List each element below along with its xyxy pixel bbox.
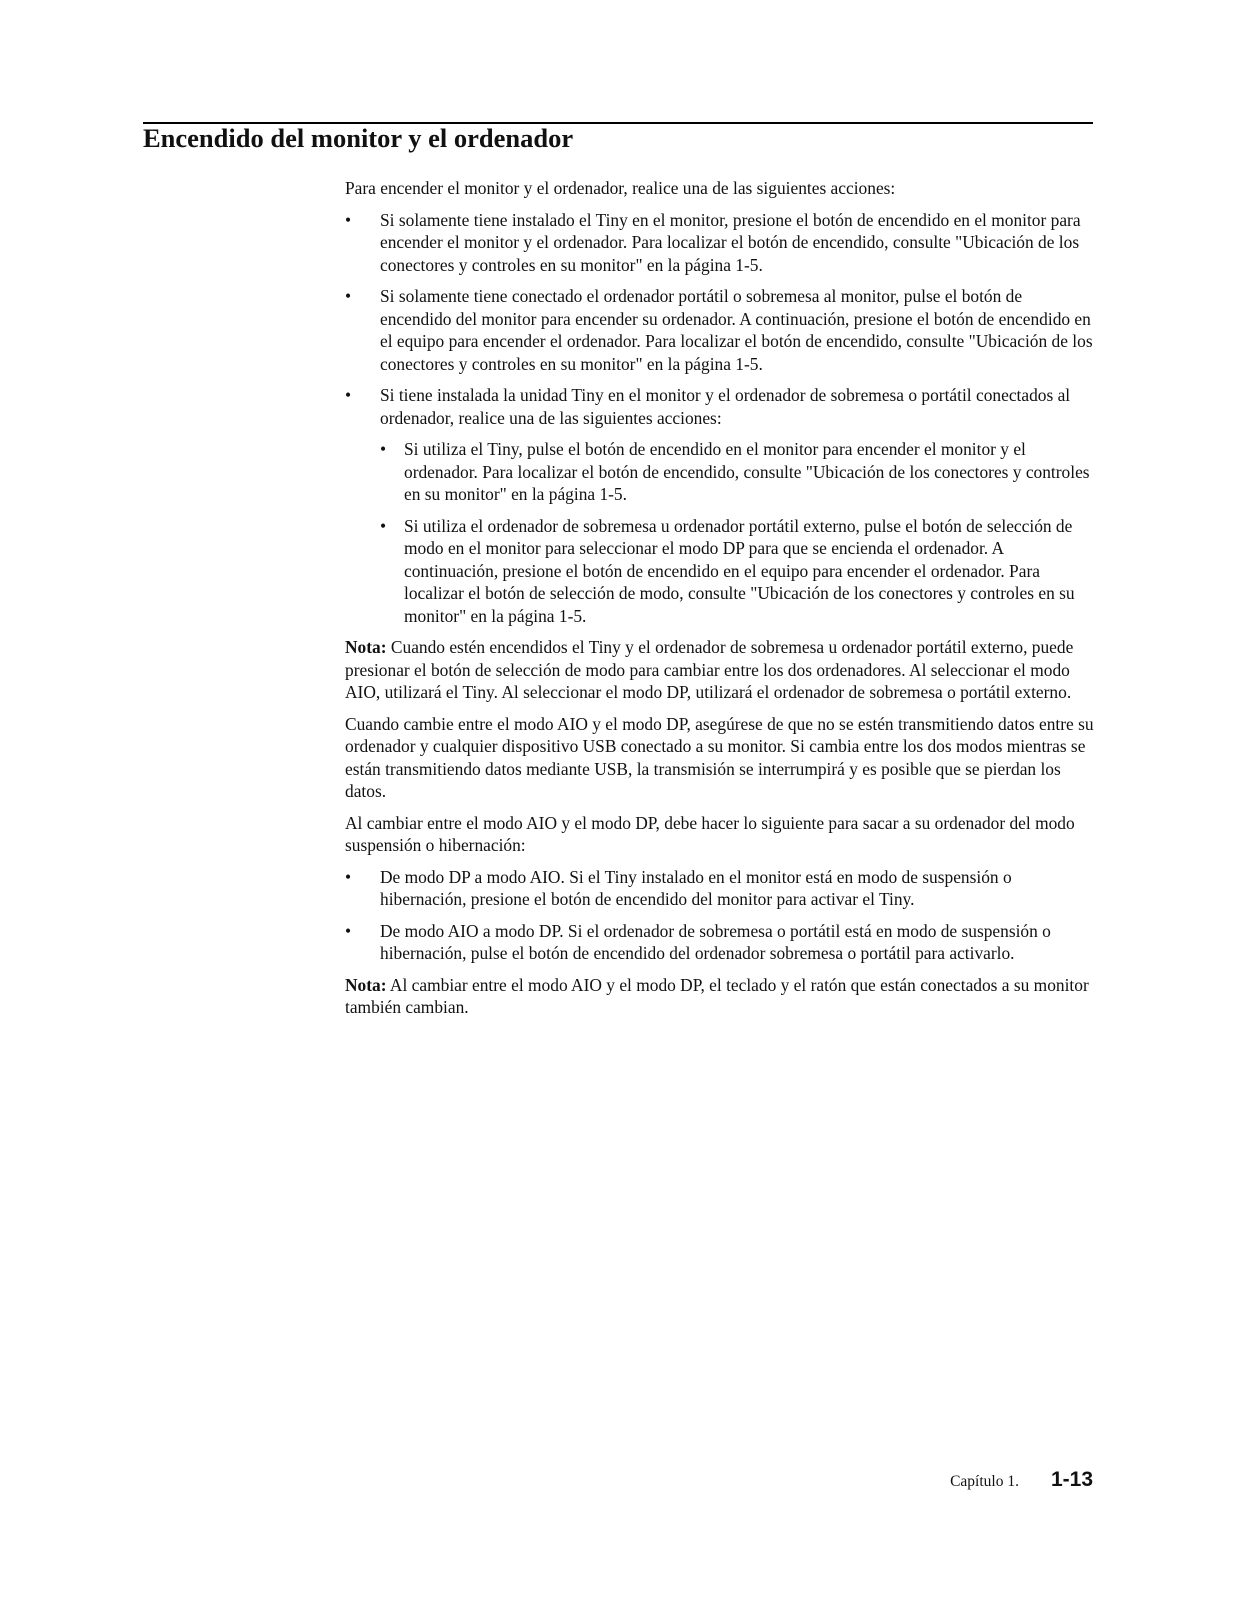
note-paragraph (345, 636, 1095, 704)
bullet-icon: • (345, 286, 352, 306)
intro-paragraph: Para encender el monitor y el ordenador, realice una de las siguientes acciones: (345, 178, 896, 198)
note-text: Cuando estén encendidos el Tiny y el ordenador de sobremesa u ordenador portátil externo, puede presionar el botón de selección de modo para cambiar entre los dos ordenadores. Al seleccionar el modo AIO, utilizará el Tiny. Al seleccionar el modo DP, utilizará el ordenador de sobremesa o portátil externo. (345, 637, 1074, 702)
list-item (345, 384, 1095, 429)
sub-list-item-text: Si utiliza el ordenador de sobremesa u ordenador portátil externo, pulse el botón de selección de modo en el monitor para seleccionar el modo DP para que se encienda el ordenador. A continuación, presione el botón de encendido en el equipo para encender el ordenador. Para localizar el botón de selección de modo, consulte "Ubicación de los conectores y controles en su monitor" en la página 1-5. (404, 515, 1075, 626)
list-item (345, 920, 1095, 965)
bullet-icon: • (380, 515, 387, 536)
footer-chapter: Capítulo 1. (950, 1473, 1019, 1490)
list-item-text: Si solamente tiene conectado el ordenador portátil o sobremesa al monitor, pulse el botón de encendido del monitor para encender su ordenador. A continuación, presione el botón de encendido en el equipo para encender el ordenador. Para localizar el botón de encendido, consulte "Ubicación de los conectores y controles en su monitor" en la página 1-5. (380, 286, 1093, 374)
list-item-text: De modo DP a modo AIO. Si el Tiny instalado en el monitor está en modo de suspensión o hibernación, presione el botón de encendido del monitor para activar el Tiny. (380, 866, 1012, 909)
main-content (345, 177, 1095, 1028)
bullet-icon: • (380, 439, 387, 459)
note-paragraph (345, 974, 1095, 1019)
switch-paragraph: Cuando cambie entre el modo AIO y el modo DP, asegúrese de que no se estén transmitiendo datos entre su ordenador y cualquier dispositivo USB conectado a su monitor. Si cambia entre los dos modos mientras se están transmitiendo datos mediante USB, la transmisión se interrumpirá y es posible que se pierdan los datos. (345, 713, 1094, 801)
note-label: Nota: (345, 974, 387, 995)
list-item-text: Si solamente tiene instalado el Tiny en el monitor, presione el botón de encendido en el monitor para encender el monitor y el ordenador. Para localizar el botón de encendido, consulte "Ubicación de los conectores y controles en su monitor" en la página 1-5. (380, 209, 1081, 275)
list-item-text: De modo AIO a modo DP. Si el ordenador de sobremesa o portátil está en modo de suspensión o hibernación, pulse el botón de encendido del ordenador sobremesa o portátil para activarlo. (380, 920, 1051, 963)
sub-list-item (345, 438, 1095, 506)
page-title: Encendido del monitor y el ordenador (143, 123, 574, 153)
bullet-icon: • (345, 385, 352, 405)
bullet-icon: • (345, 920, 352, 941)
bullet-icon: • (345, 866, 352, 887)
wake-paragraph: Al cambiar entre el modo AIO y el modo DP, debe hacer lo siguiente para sacar a su ordenador del modo suspensión o hibernación: (345, 812, 1075, 855)
sub-list-item (345, 515, 1095, 628)
page-footer (950, 1468, 1093, 1492)
list-item-text: Si tiene instalada la unidad Tiny en el monitor y el ordenador de sobremesa o portátil conectados al ordenador, realice una de las siguientes acciones: (380, 385, 1071, 428)
note-label: Nota: (345, 637, 387, 657)
page-number: 1-13 (1050, 1468, 1093, 1491)
sub-list-item-text: Si utiliza el Tiny, pulse el botón de encendido en el monitor para encender el monitor y el ordenador. Para localizar el botón de encendido, consulte "Ubicación de los conectores y controles en su monitor" en la página 1-5. (404, 439, 1090, 504)
bullet-icon: • (345, 209, 352, 230)
note-text: Al cambiar entre el modo AIO y el modo DP, el teclado y el ratón que están conectados a su monitor también cambian. (345, 974, 1089, 1017)
list-item (345, 209, 1095, 277)
list-item (345, 866, 1095, 911)
list-item (345, 285, 1095, 375)
